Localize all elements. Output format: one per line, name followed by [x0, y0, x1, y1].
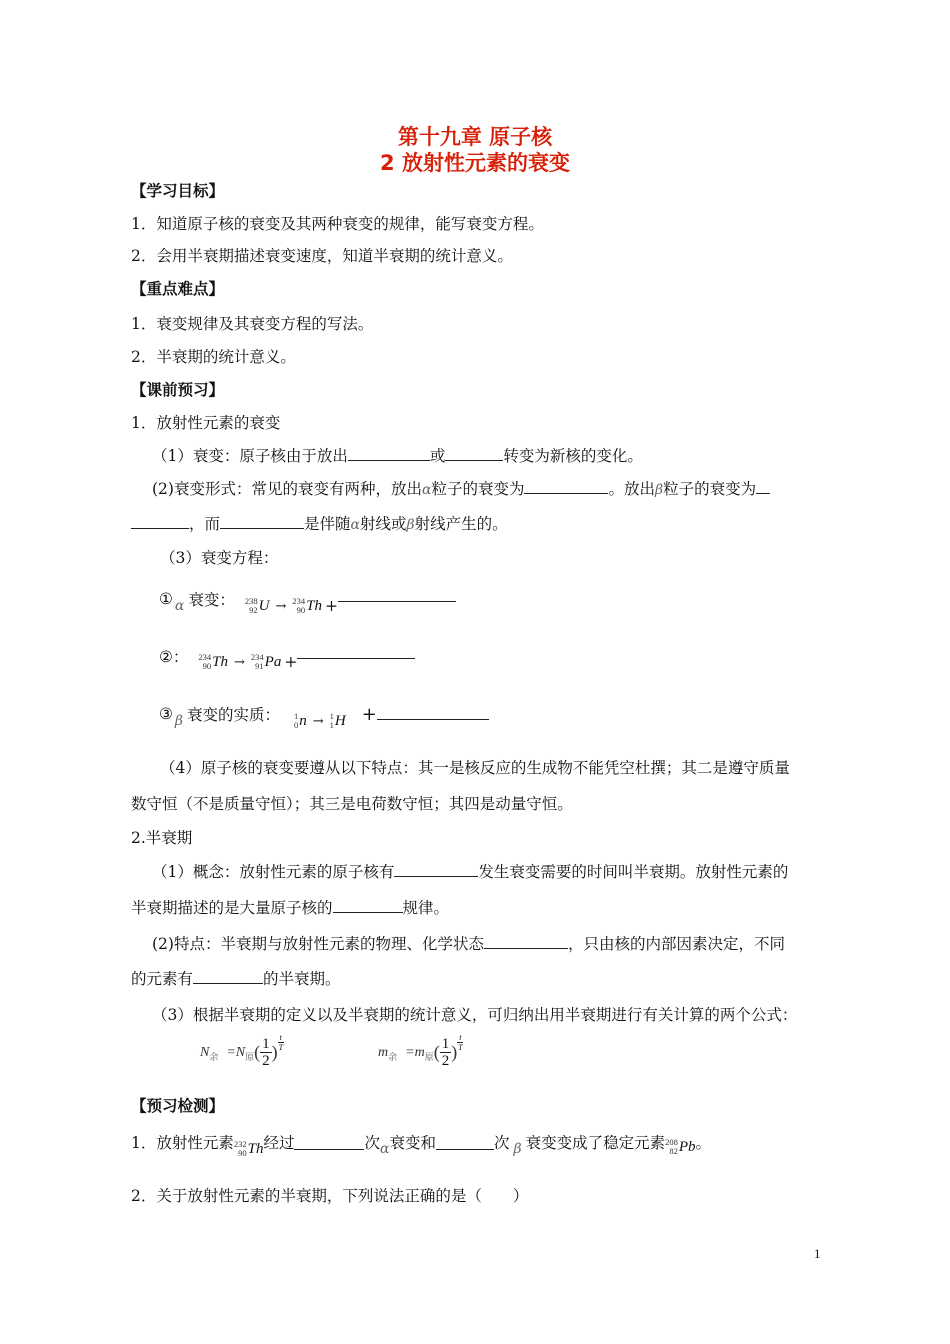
answer-blank[interactable]: [445, 446, 503, 461]
nuclide-th234: 234 90 Th: [292, 596, 322, 615]
check-question-2: 2．关于放射性元素的半衰期，下列说法正确的是（ ）: [131, 1187, 529, 1205]
key-heading: 【重点难点】: [131, 280, 225, 298]
key-item: 1．衰变规律及其衰变方程的写法。: [131, 315, 374, 333]
answer-blank[interactable]: [484, 934, 568, 949]
check-question-1: 1．放射性元素 232 90 Th 经过 次 α 衰变和 次 β 衰变变成了稳定元素 208 82 Pb 。: [131, 1134, 712, 1158]
alpha-symbol: α: [350, 517, 360, 533]
formula-m-remaining: m 余 =m 原 ( $\frac{1}{2}$ ) $\frac{t}{T}$: [378, 1033, 463, 1069]
answer-blank[interactable]: [756, 479, 770, 494]
answer-blank[interactable]: [436, 1135, 494, 1150]
answer-blank[interactable]: [333, 898, 403, 913]
beta-symbol: β: [654, 482, 664, 498]
answer-blank[interactable]: [524, 479, 608, 494]
decay-equations-heading: （3）衰变方程：: [160, 549, 279, 567]
half-life-feature-line2: 的元素有 的半衰期。: [131, 970, 341, 988]
preview-item-2: 2.半衰期: [131, 829, 193, 847]
neutron: 1 0 n: [294, 711, 307, 730]
answer-blank[interactable]: [377, 719, 489, 720]
goal-item: 2．会用半衰期描述衰变速度，知道半衰期的统计意义。: [131, 247, 513, 265]
answer-blank[interactable]: [294, 1135, 364, 1150]
answer-blank[interactable]: [394, 862, 478, 877]
key-item: 2．半衰期的统计意义。: [131, 348, 296, 366]
section-title: 2 放射性元素的衰变: [380, 151, 570, 175]
decay-definition: （1）衰变：原子核由于放出 或 转变为新核的变化。: [152, 447, 643, 465]
answer-blank[interactable]: [348, 446, 430, 461]
alpha-decay-equation: ① α 衰变： 238 92 U → 234 90 Th +: [159, 583, 456, 615]
alpha-symbol: α: [380, 1141, 390, 1157]
beta-symbol: β: [174, 713, 183, 729]
goals-heading: 【学习目标】: [131, 182, 225, 200]
half-life-concept-line1: （1）概念：放射性元素的原子核有 发生衰变需要的时间叫半衰期。放射性元素的: [152, 863, 789, 881]
nuclide-th234: 234 90 Th: [198, 652, 228, 671]
answer-blank[interactable]: [338, 601, 456, 602]
half-life-formula-intro: （3）根据半衰期的定义以及半衰期的统计意义，可归纳出用半衰期进行有关计算的两个公式：: [152, 1006, 798, 1024]
page-number: 1: [814, 1246, 821, 1261]
decay-rules-line2: 数守恒（不是质量守恒）；其三是电荷数守恒；其四是动量守恒。: [131, 795, 573, 813]
beta-decay-essence: ③ β 衰变的实质： 1 0 n → 1 1 H +: [159, 698, 489, 730]
chapter-title: 第十九章 原子核: [397, 125, 553, 149]
answer-blank[interactable]: [297, 658, 415, 659]
alpha-symbol: α: [421, 482, 432, 498]
half-life-concept-line2: 半衰期描述的是大量原子核的 规律。: [131, 899, 450, 917]
answer-blank[interactable]: [193, 969, 263, 984]
beta-symbol: β: [513, 1141, 522, 1157]
formula-n-remaining: N 余 =N 原 ( $\frac{1}{2}$ ) $\frac{t}{T}$: [200, 1033, 284, 1069]
nuclide-pb208: 208 82 Pb: [665, 1137, 696, 1156]
preview-item-1: 1．放射性元素的衰变: [131, 414, 281, 432]
beta-symbol: β: [406, 517, 415, 533]
nuclide-u238: 238 92 U: [244, 596, 270, 615]
half-life-feature-line1: (2)特点：半衰期与放射性元素的物理、化学状态 ，只由核的内部因素决定，不同: [152, 935, 785, 953]
decay-forms-line1: (2)衰变形式：常见的衰变有两种，放出α粒子的衰变为 。放出β粒子的衰变为: [152, 477, 770, 499]
preview-heading: 【课前预习】: [131, 381, 225, 399]
nuclide-pa234: 234 91 Pa: [250, 652, 282, 671]
answer-blank[interactable]: [131, 514, 189, 529]
check-heading: 【预习检测】: [131, 1097, 225, 1115]
decay-rules-line1: （4）原子核的衰变要遵从以下特点：其一是核反应的生成物不能凭空杜撰；其二是遵守质量: [160, 759, 790, 777]
proton: 1 1 H: [329, 711, 346, 730]
alpha-symbol: α: [174, 598, 185, 614]
answer-blank[interactable]: [220, 514, 304, 529]
decay-forms-line2: ，而 是伴随α射线或β射线产生的。: [131, 512, 508, 534]
goal-item: 1．知道原子核的衰变及其两种衰变的规律，能写衰变方程。: [131, 215, 544, 233]
nuclide-th232: 232 90 Th: [233, 1139, 264, 1158]
beta-decay-equation: ②： 234 90 Th → 234 91 Pa +: [159, 641, 415, 671]
